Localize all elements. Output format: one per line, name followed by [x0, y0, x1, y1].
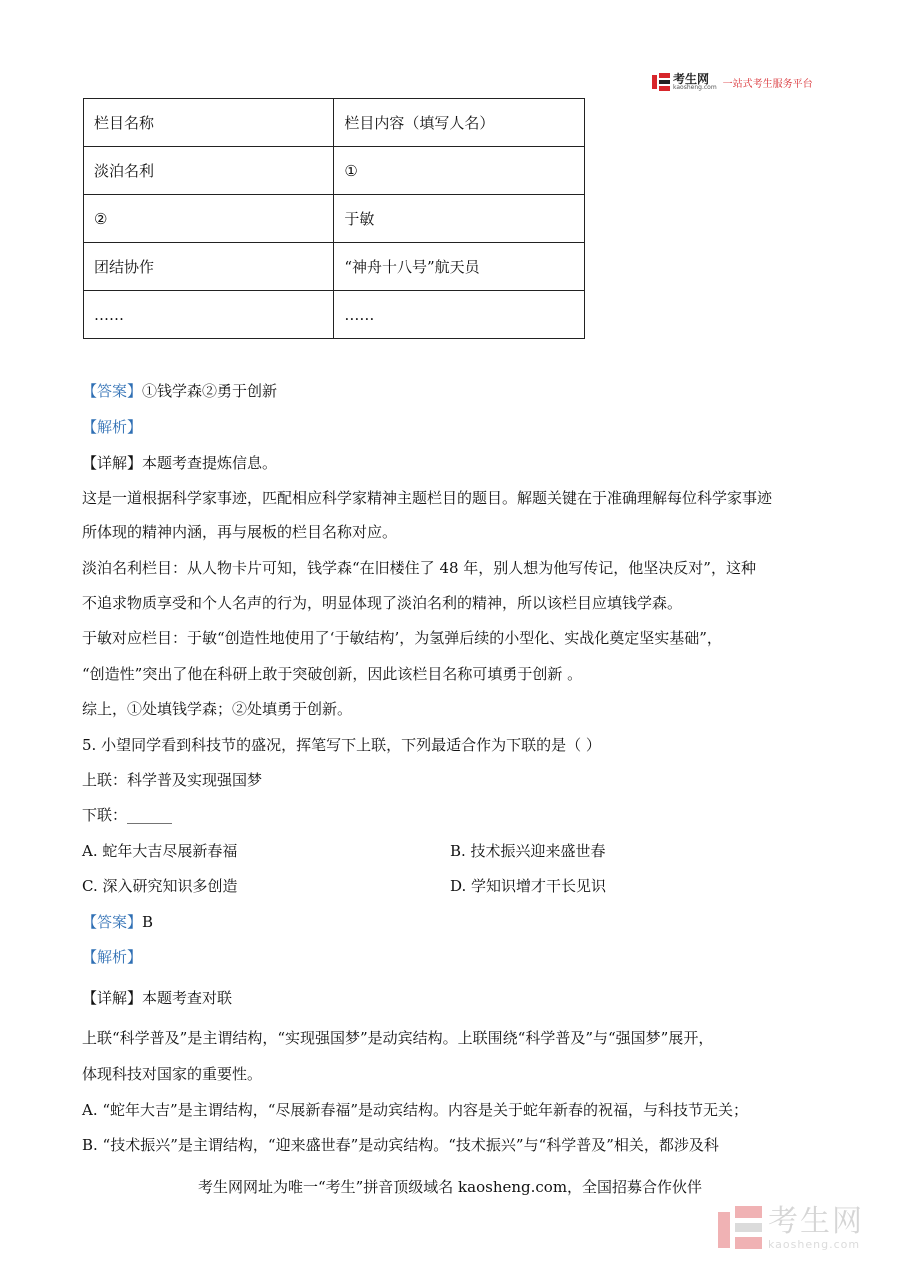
table-cell: 栏目名称 — [84, 99, 334, 147]
option-b: B. 技术振兴迎来盛世春 — [450, 842, 606, 860]
answer-tag: 【答案】 — [82, 382, 143, 400]
answer-line — [82, 911, 153, 933]
option-d: D. 学知识增才干长见识 — [450, 877, 607, 895]
watermark-domain: kaosheng.com — [768, 1237, 861, 1251]
table-row — [84, 99, 585, 147]
analysis-tag: 【解析】 — [82, 418, 143, 436]
table-cell: …… — [334, 291, 585, 339]
table-cell: 栏目内容（填写人名） — [334, 99, 585, 147]
page-footer: 考生网网址为唯一“考生”拼音顶级域名 kaosheng.com，全国招募合作伙伴 — [197, 1178, 703, 1196]
watermark — [718, 1198, 888, 1258]
answer-text: ①钱学森②勇于创新 — [142, 382, 278, 400]
logo-domain: kaosheng.com — [673, 84, 717, 91]
kaosheng-watermark-icon — [718, 1206, 762, 1250]
table-cell: 团结协作 — [84, 243, 334, 291]
option-a: A. 蛇年大吉尽展新春福 — [82, 842, 238, 860]
paragraph-line: B. “技术振兴”是主谓结构，“迎来盛世春”是动宾结构。“技术振兴”与“科学普及”相关，都涉及科 — [82, 1136, 719, 1154]
table-cell: 淡泊名利 — [84, 147, 334, 195]
header-logo — [652, 71, 822, 93]
paragraph-line: 于敏对应栏目：于敏“创造性地使用了‘于敏结构’，为氢弹后续的小型化、实战化奠定坚实基础”， — [82, 629, 722, 647]
table-cell: 于敏 — [334, 195, 585, 243]
answer-line — [82, 380, 277, 402]
answer-text: B — [142, 913, 154, 931]
table-cell: ① — [334, 147, 585, 195]
table-row — [84, 147, 585, 195]
answer-tag: 【答案】 — [82, 913, 143, 931]
table-cell: …… — [84, 291, 334, 339]
table-cell: “神舟十八号”航天员 — [334, 243, 585, 291]
table-cell: ② — [84, 195, 334, 243]
watermark-name: 考生网 — [768, 1203, 864, 1239]
watermark-text — [768, 1203, 864, 1251]
paragraph-line: 这是一道根据科学家事迹，匹配相应科学家精神主题栏目的题目。解题关键在于准确理解每位科学家事迹 — [82, 489, 773, 507]
table-row — [84, 291, 585, 339]
analysis-tag: 【解析】 — [82, 948, 143, 966]
logo-text — [673, 73, 717, 91]
paragraph-line: 体现科技对国家的重要性。 — [82, 1065, 263, 1083]
logo-name: 考生网 — [673, 72, 710, 86]
summary-line: 综上，①处填钱学森；②处填勇于创新。 — [82, 700, 353, 718]
paragraph-line: 不追求物质享受和个人名声的行为，明显体现了淡泊名利的精神，所以该栏目应填钱学森。 — [82, 594, 683, 612]
paragraph-line: A. “蛇年大吉”是主谓结构，“尽展新春福”是动宾结构。内容是关于蛇年新春的祝福，与科技节无关； — [82, 1101, 749, 1119]
detail-line: 【详解】本题考查提炼信息。 — [82, 454, 278, 472]
detail-line: 【详解】本题考查对联 — [82, 989, 233, 1007]
question-5: 5. 小望同学看到科技节的盛况，挥笔写下上联，下列最适合作为下联的是（ ） — [82, 736, 601, 754]
upper-couplet: 上联：科学普及实现强国梦 — [82, 771, 263, 789]
lower-couplet: 下联：______ — [82, 806, 173, 824]
logo-slogan: 一站式考生服务平台 — [722, 78, 813, 90]
table-row — [84, 195, 585, 243]
paragraph-line: “创造性”突出了他在科研上敢于突破创新，因此该栏目名称可填勇于创新 。 — [82, 665, 583, 683]
paragraph-line: 淡泊名利栏目：从人物卡片可知，钱学森“在旧楼住了 48 年，别人想为他写传记，他坚决反对”，这种 — [82, 559, 756, 577]
column-table — [83, 98, 585, 339]
paragraph-line: 上联“科学普及”是主谓结构，“实现强国梦”是动宾结构。上联围绕“科学普及”与“强国梦”展开， — [82, 1029, 714, 1047]
paragraph-line: 所体现的精神内涵，再与展板的栏目名称对应。 — [82, 523, 398, 541]
kaosheng-logo-icon — [652, 73, 670, 91]
table-row — [84, 243, 585, 291]
option-c: C. 深入研究知识多创造 — [82, 877, 238, 895]
